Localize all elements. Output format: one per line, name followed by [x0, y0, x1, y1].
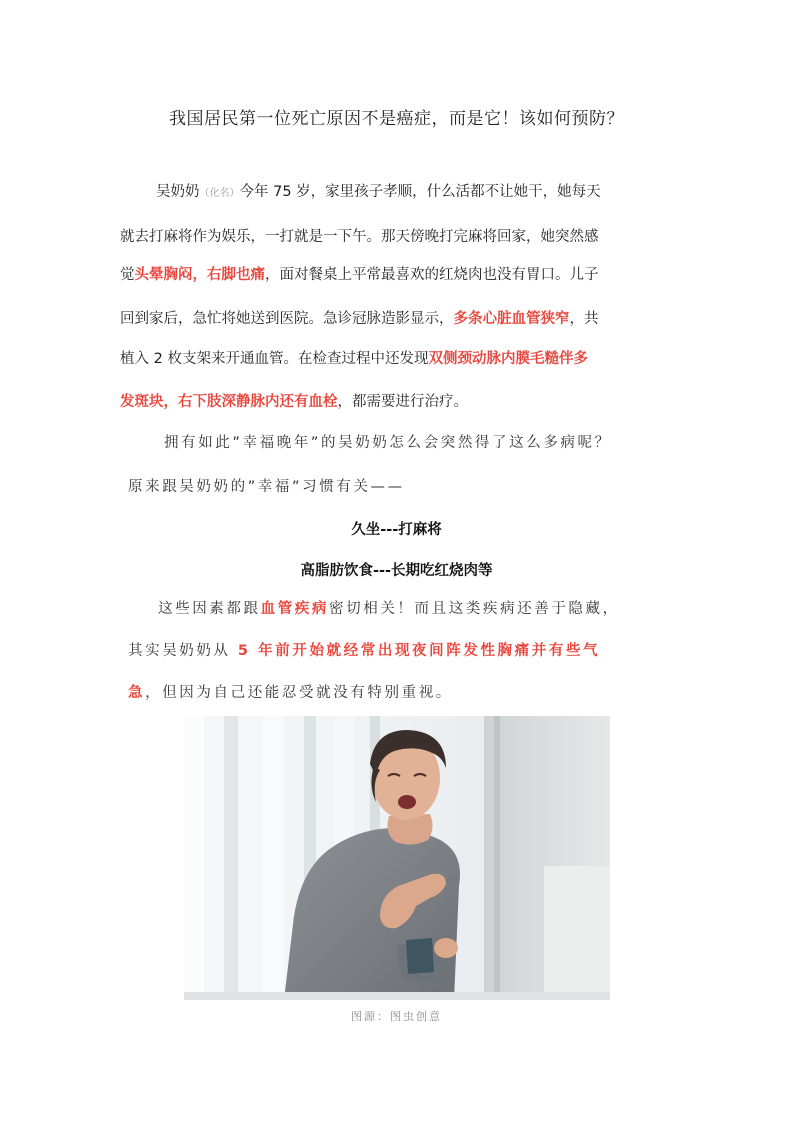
- text-span: 拥有如此”幸福晚年”的吴奶奶怎么会突然得了这么多病呢？: [164, 435, 612, 451]
- text-span: ，共: [569, 311, 599, 327]
- article-photo: [184, 716, 610, 1000]
- text-span: ，都需要进行治疗。: [337, 394, 468, 410]
- alias-note: （化名）: [199, 188, 240, 199]
- paragraph-line: [128, 682, 453, 704]
- paragraph-line: [164, 432, 612, 454]
- highlight-text: 多条心脏血管狭窄: [453, 311, 570, 327]
- text-span: 觉: [120, 267, 135, 283]
- habit-item: 久坐---打麻将: [351, 522, 442, 538]
- paragraph-line: [156, 181, 601, 205]
- text-span: 密切相关！而且这类疾病还善于隐藏，: [329, 601, 620, 617]
- text-span: 吴奶奶: [156, 184, 200, 200]
- highlight-text: 双侧颈动脉内膜毛糙伴多: [428, 351, 588, 367]
- article-title: 我国居民第一位死亡原因不是癌症，而是它！该如何预防？: [169, 109, 624, 129]
- elderly-woman-chest-pain-illustration: [184, 716, 610, 1000]
- text-span: ，面对餐桌上平常最喜欢的红烧肉也没有胃口。儿子: [265, 267, 599, 283]
- text-span: 回到家后，急忙将她送到医院。急诊冠脉造影显示，: [120, 311, 454, 327]
- paragraph-line: [128, 476, 405, 498]
- text-span: 其实吴奶奶从: [128, 643, 238, 659]
- text-span: 就去打麻将作为娱乐，一打就是一下午。那天傍晚打完麻将回家，她突然感: [120, 229, 599, 245]
- paragraph-line: [120, 264, 599, 286]
- highlight-text: 急: [128, 685, 146, 701]
- paragraph-line: [120, 226, 599, 248]
- highlight-text: 血管疾病: [260, 601, 330, 617]
- paragraph-line: [128, 640, 600, 662]
- text-span: 原来跟吴奶奶的”幸福”习惯有关——: [128, 479, 405, 495]
- text-span: 今年 75 岁，家里孩子孝顺，什么活都不让她干，她每天: [239, 184, 601, 200]
- text-span: 这些因素都跟: [158, 601, 261, 617]
- highlight-text: 5 年前开始就经常出现夜间阵发性胸痛并有些气: [237, 643, 601, 659]
- paragraph-line: [158, 598, 620, 620]
- paragraph-line: [120, 308, 599, 330]
- highlight-text: 发斑块，右下肢深静脉内还有血栓: [120, 394, 338, 410]
- image-caption: 图源：图虫创意: [351, 1010, 442, 1023]
- habit-item: 高脂肪饮食---长期吃红烧肉等: [300, 563, 493, 579]
- paragraph-line: [120, 348, 588, 370]
- text-span: 植入 2 枚支架来开通血管。在检查过程中还发现: [120, 351, 429, 367]
- text-span: ，但因为自己还能忍受就没有特别重视。: [145, 685, 453, 701]
- paragraph-line: [120, 391, 468, 413]
- highlight-text: 头晕胸闷，右脚也痛: [134, 267, 265, 283]
